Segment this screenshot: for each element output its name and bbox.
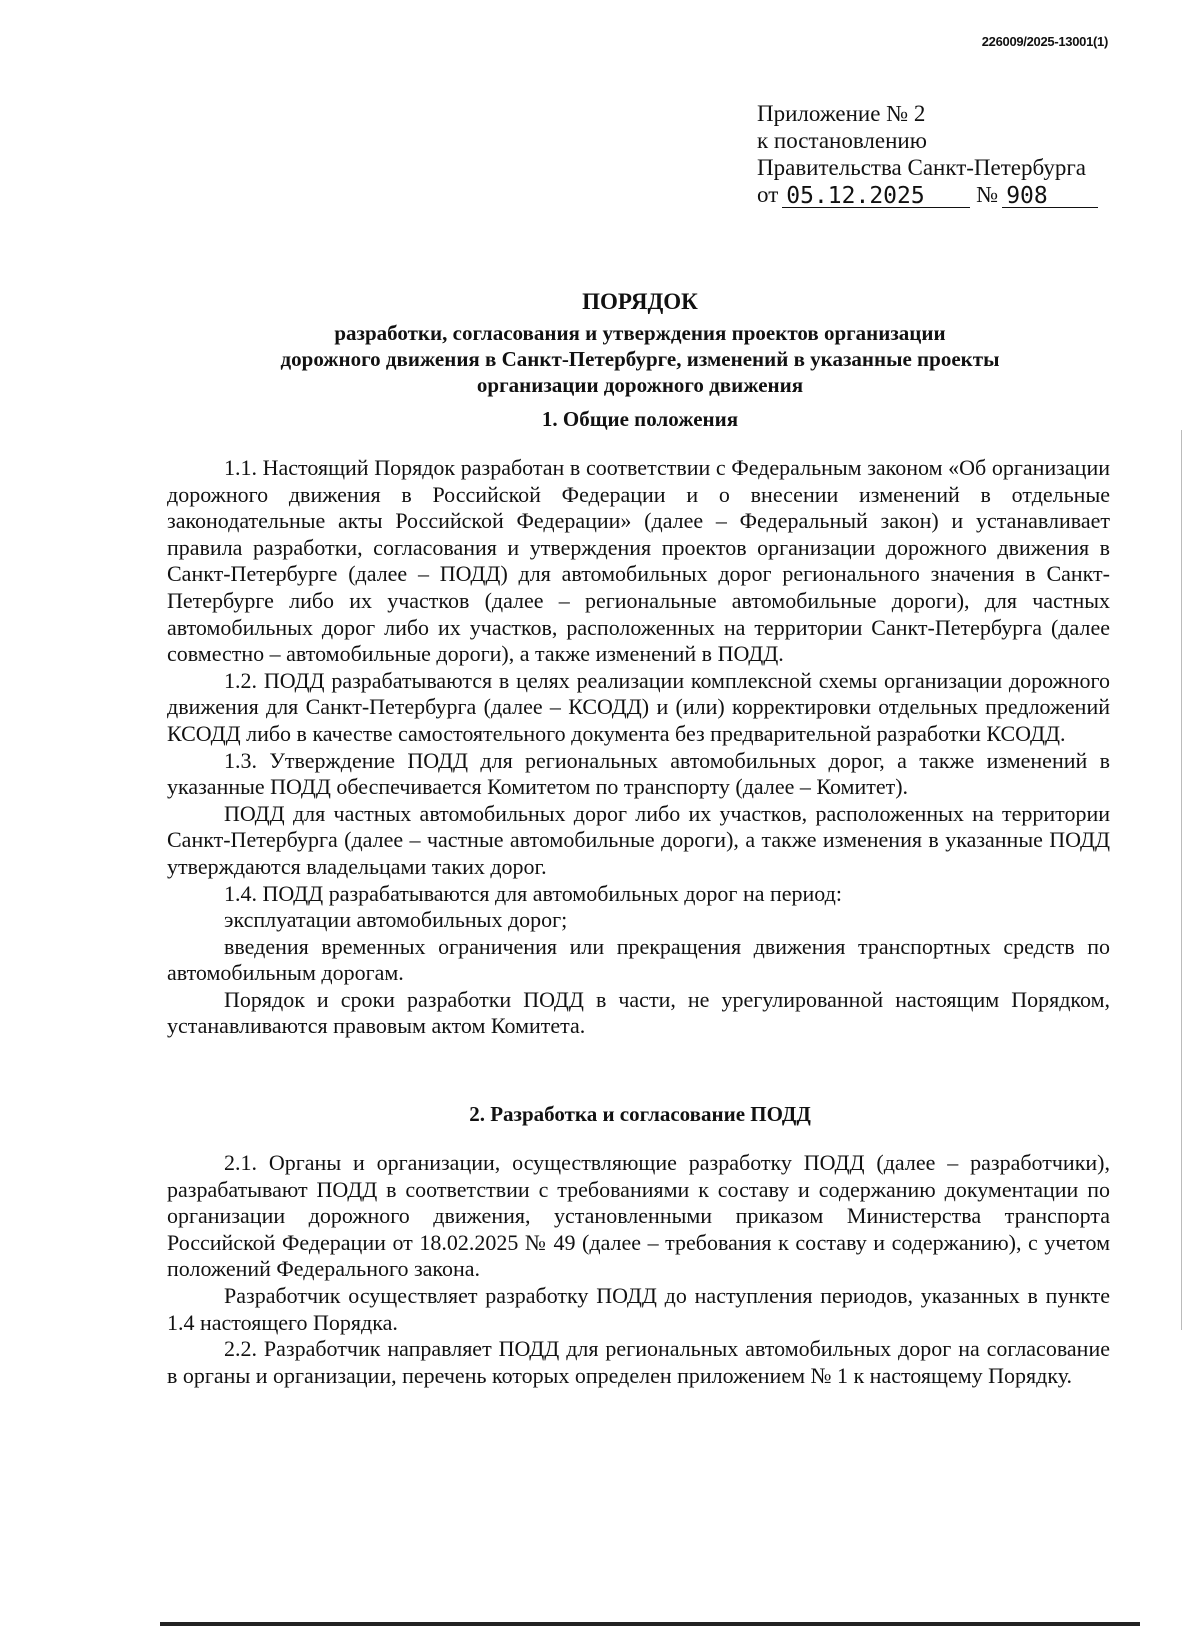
paragraph-1-2: 1.2. ПОДД разрабатываются в целях реализации комплексной схемы организации дорожного движения для Санкт-Петербурга (далее – КСОДД) и (или) корректировки отдельных предложений КСОДД либо в качестве самостоятельного документа без предварительной разработки КСОДД. [167, 667, 1110, 746]
paragraph-1-4-item-1: эксплуатации автомобильных дорог; [224, 907, 568, 933]
title-sub-line-1: разработки, согласования и утверждения проектов организации [334, 321, 946, 345]
title-main: ПОРЯДОК [582, 289, 698, 314]
scan-bottom-edge [160, 1622, 1140, 1626]
paragraph-1-1: 1.1. Настоящий Порядок разработан в соответствии с Федеральным законом «Об организации дорожного движения в Российской Федерации и о внесении изменений в отдельные законодательные акты Российской Федерации» (далее – Федеральный закон) и устанавливает правила разработки, согласования и утверждения проектов организации дорожного движения в Санкт-Петербурге (далее – ПОДД) для автомобильных дорог регионального значения в Санкт-Петербурге либо их участков (далее – региональные автомобильные дороги), для частных автомобильных дорог либо их участков, расположенных на территории Санкт-Петербурга (далее совместно – автомобильные дороги), а также изменений в ПОДД. [167, 455, 1110, 667]
section-1-body [167, 455, 1110, 1040]
scan-edge-mark [1181, 430, 1182, 1330]
section-heading-2: 2. Разработка и согласование ПОДД [469, 1102, 811, 1126]
document-title [150, 288, 1130, 398]
section-heading-1: 1. Общие положения [541, 407, 739, 431]
number-sign: № [976, 182, 999, 207]
date-prefix: от [757, 182, 779, 207]
title-sub-line-3: организации дорожного движения [476, 373, 804, 397]
appendix-block [757, 100, 1117, 208]
paragraph-2-1: 2.1. Органы и организации, осуществляющие разработку ПОДД (далее – разработчики), разрабатывают ПОДД в соответствии с требованиями к составу и содержанию документации по организации дорожного движения, установленными приказом Министерства транспорта Российской Федерации от 18.02.2025 № 49 (далее – требования к составу и содержанию), с учетом положений Федерального закона. [167, 1150, 1110, 1282]
section-2-body [167, 1150, 1110, 1389]
paragraph-1-4-item-2: введения временных ограничения или прекращения движения транспортных средств по автомобильным дорогам. [167, 933, 1110, 986]
appendix-date-line [757, 181, 1117, 208]
appendix-line-3: Правительства Санкт-Петербурга [757, 155, 1086, 180]
document-id: 226009/2025-13001(1) [981, 34, 1108, 49]
paragraph-2-2: 2.2. Разработчик направляет ПОДД для региональных автомобильных дорог на согласование в органы и организации, перечень которых определен приложением № 1 к настоящему Порядку. [167, 1336, 1110, 1388]
paragraph-2-1-timing: Разработчик осуществляет разработку ПОДД до наступления периодов, указанных в пункте 1.4 настоящего Порядка. [167, 1282, 1110, 1335]
resolution-number: 908 [1002, 185, 1098, 208]
paragraph-1-4-procedure: Порядок и сроки разработки ПОДД в части, не урегулированной настоящим Порядком, устанавливаются правовым актом Комитета. [167, 986, 1110, 1039]
paragraph-1-3: 1.3. Утверждение ПОДД для региональных автомобильных дорог, а также изменений в указанные ПОДД обеспечивается Комитетом по транспорту (далее – Комитет). [167, 747, 1110, 800]
appendix-line-1: Приложение № 2 [757, 101, 926, 126]
paragraph-1-3-owners: ПОДД для частных автомобильных дорог либо их участков, расположенных на территории Санкт-Петербурга (далее – частные автомобильные дороги), а также изменения в указанные ПОДД утверждаются владельцами таких дорог. [167, 800, 1110, 879]
title-sub-line-2: дорожного движения в Санкт-Петербурге, изменений в указанные проекты [280, 347, 1000, 371]
paragraph-1-4: 1.4. ПОДД разрабатываются для автомобильных дорог на период: [224, 880, 842, 906]
resolution-date: 05.12.2025 [782, 185, 970, 208]
appendix-line-2: к постановлению [757, 128, 927, 153]
